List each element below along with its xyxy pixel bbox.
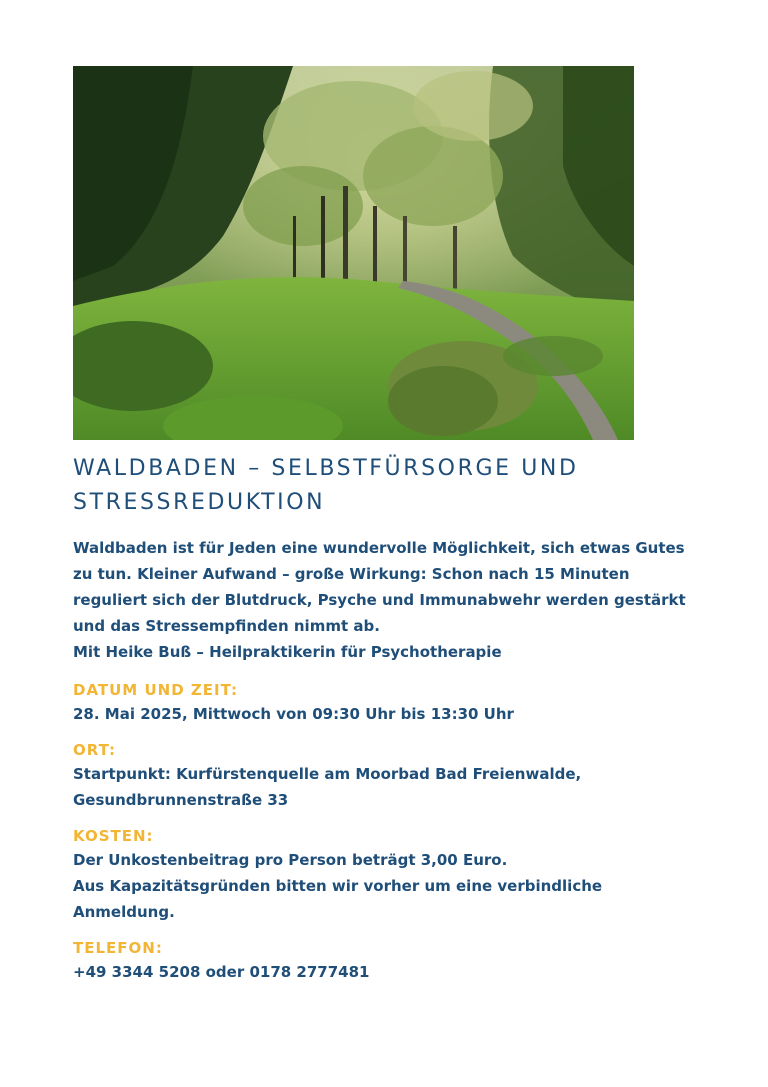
event-details [73,535,713,985]
intro-line-5: Mit Heike Buß – Heilpraktikerin für Psychotherapie [73,643,502,661]
title-line-2: STRESSREDUKTION [73,490,326,515]
place-section [73,739,713,813]
place-line-1: Startpunkt: Kurfürstenquelle am Moorbad Bad Freienwalde, [73,765,582,783]
costs-label: KOSTEN: [73,827,154,845]
phone-section [73,937,713,985]
intro-text [73,535,713,665]
intro-line-4: und das Stressempfinden nimmt ab. [73,617,380,635]
costs-line-2: Aus Kapazitätsgründen bitten wir vorher um eine verbindliche [73,877,603,895]
place-text [73,761,713,813]
costs-text [73,847,713,925]
costs-section [73,825,713,925]
date-section [73,679,713,727]
phone-label: TELEFON: [73,939,163,957]
place-label: ORT: [73,741,117,759]
date-label: DATUM UND ZEIT: [73,681,238,699]
date-text: 28. Mai 2025, Mittwoch von 09:30 Uhr bis 13:30 Uhr [73,705,514,723]
title-line-1: WALDBADEN – SELBSTFÜRSORGE UND [73,456,579,481]
costs-line-3: Anmeldung. [73,903,175,921]
place-line-2: Gesundbrunnenstraße 33 [73,791,289,809]
phone-number: +49 3344 5208 oder 0178 2777481 [73,963,370,981]
intro-line-3: reguliert sich der Blutdruck, Psyche und Immunabwehr werden gestärkt [73,591,686,609]
intro-line-2: zu tun. Kleiner Aufwand – große Wirkung: Schon nach 15 Minuten [73,565,630,583]
page-title [73,452,673,520]
costs-line-1: Der Unkostenbeitrag pro Person beträgt 3,00 Euro. [73,851,508,869]
forest-photo [73,66,634,440]
intro-line-1: Waldbaden ist für Jeden eine wundervolle Möglichkeit, sich etwas Gutes [73,539,685,557]
